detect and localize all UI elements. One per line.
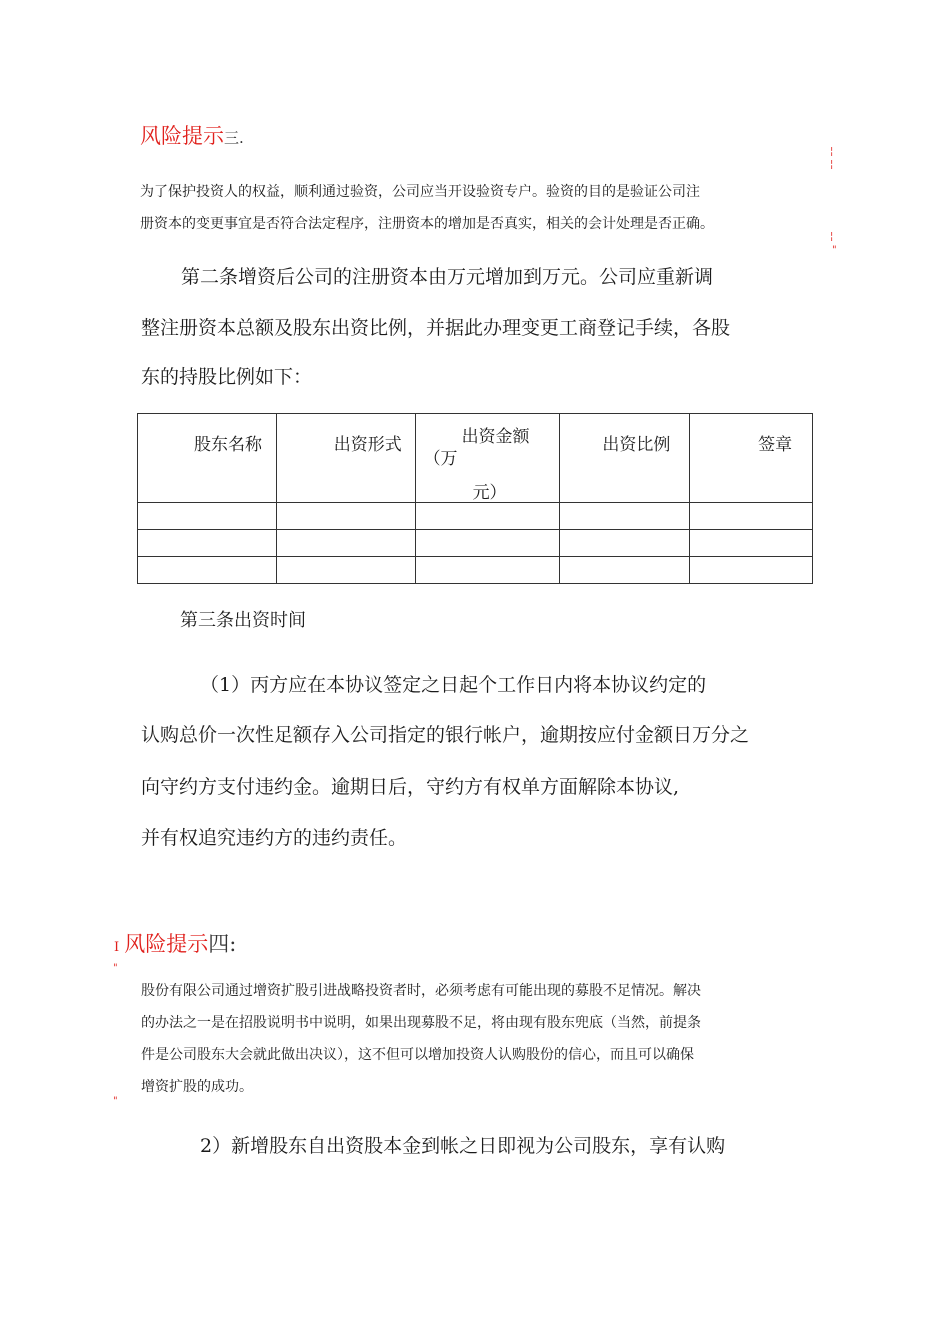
header-seal (690, 414, 813, 503)
article3-title: 第三条出资时间 (180, 610, 306, 631)
article-next-line: 2）新增股东自出资股本金到帐之日即视为公司股东，享有认购 (200, 1135, 726, 1157)
header-label: （万 (423, 449, 458, 469)
table-cell (138, 503, 277, 530)
header-name (138, 414, 277, 503)
header-label: 元） (472, 483, 507, 503)
header-amount (415, 414, 560, 503)
table-row (138, 503, 813, 530)
table-cell (560, 503, 690, 530)
header-label: 出资形式 (333, 435, 402, 455)
table-row (138, 530, 813, 557)
table-cell (690, 557, 813, 584)
margin-marker: ¦ (830, 159, 834, 170)
risk-note-line: 的办法之一是在招股说明书中说明，如果出现募股不足，将由现有股东兜底（当然，前提条 (141, 1015, 701, 1031)
table-cell (690, 530, 813, 557)
risk-note-line: 增资扩股的成功。 (141, 1079, 253, 1095)
article3-line: 并有权追究违约方的违约责任。 (141, 827, 408, 849)
table-cell (415, 530, 560, 557)
risk-note-line: 股份有限公司通过增资扩股引进战略投资者时，必须考虑有可能出现的募股不足情况。解决 (141, 983, 701, 999)
shareholder-table (137, 413, 813, 584)
article3-line: 向守约方支付违约金。逾期日后，守约方有权单方面解除本协议, (141, 776, 680, 798)
table-cell (138, 557, 277, 584)
margin-marker: ¦ (830, 231, 834, 242)
header-label: 签章 (758, 435, 793, 455)
risk-heading-4 (114, 928, 236, 958)
margin-marker: " (113, 1096, 118, 1107)
risk-suffix: 四: (208, 932, 237, 956)
table-cell (276, 557, 415, 584)
header-label: 股东名称 (194, 435, 262, 455)
table-cell (560, 557, 690, 584)
table-cell (276, 530, 415, 557)
article3-line: （1）丙方应在本协议签定之日起个工作日内将本协议约定的 (200, 674, 707, 696)
table-cell (560, 530, 690, 557)
article2-line: 东的持股比例如下： (141, 366, 313, 388)
header-ratio (560, 414, 690, 503)
risk-note-line: 册资本的变更事宜是否符合法定程序，注册资本的增加是否真实，相关的会计处理是否正确。 (140, 216, 714, 232)
risk-note-3 (140, 176, 714, 240)
margin-marker: " (113, 963, 118, 974)
table-cell (690, 503, 813, 530)
table-cell (276, 503, 415, 530)
risk-title: 风险提示 (140, 124, 224, 148)
table-cell (415, 503, 560, 530)
risk-heading-3 (140, 120, 244, 150)
risk-note-line: 件是公司股东大会就此做出决议），这不但可以增加投资人认购股份的信心，而且可以确保 (141, 1047, 694, 1063)
header-label: 出资比例 (602, 435, 671, 455)
table-cell (138, 530, 277, 557)
risk-note-line: 为了保护投资人的权益，顺利通过验资，公司应当开设验资专户。验资的目的是验证公司注 (140, 184, 700, 200)
article2-line: 第二条增资后公司的注册资本由万元增加到万元。公司应重新调 (181, 266, 714, 288)
table-cell (415, 557, 560, 584)
header-form (276, 414, 415, 503)
risk-note-4 (141, 975, 701, 1103)
article3-line: 认购总价一次性足额存入公司指定的银行帐户，逾期按应付金额日万分之 (141, 724, 750, 746)
table-row (138, 557, 813, 584)
risk-prefix: I (114, 940, 120, 955)
margin-marker: ¦ (830, 146, 834, 157)
risk-suffix: 三. (224, 129, 244, 147)
margin-marker: " (832, 245, 837, 256)
article2-line: 整注册资本总额及股东出资比例，并据此办理变更工商登记手续，各股 (141, 317, 731, 339)
risk-title: 风险提示 (124, 932, 209, 956)
table-header-row (138, 414, 813, 503)
header-label: 出资金额 (461, 427, 530, 447)
